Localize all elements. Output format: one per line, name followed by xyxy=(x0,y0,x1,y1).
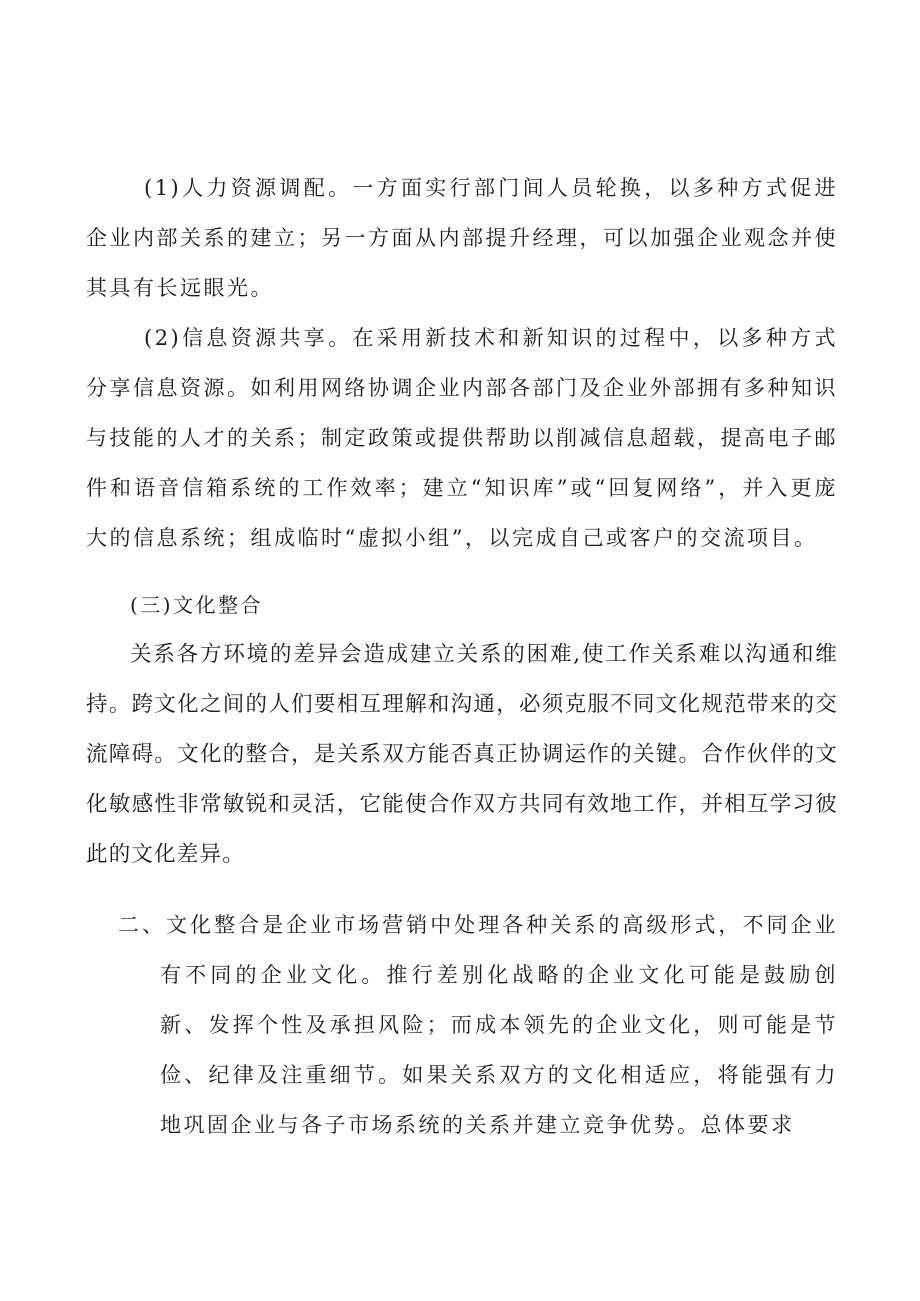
paragraph-information-sharing: (2)信息资源共享。在采用新技术和新知识的过程中，以多种方式分享信息资源。如利用网络协调企业内部各部门及企业外部拥有多种知识与技能的人才的关系；制定政策或提供帮助以削减信息超载，提高电子邮件和语音信箱系统的工作效率；建立“知识库”或“回复网络”，并入更庞大的信息系统；组成临时“虚拟小组”，以完成自己或客户的交流项目。 xyxy=(86,326,838,550)
paragraph-human-resources: (1)人力资源调配。一方面实行部门间人员轮换，以多种方式促进企业内部关系的建立；另一方面从内部提升经理，可以加强企业观念并使其具有长远眼光。 xyxy=(86,176,838,300)
section-heading-culture-integration: (三)文化整合 xyxy=(130,593,264,617)
paragraph-culture-differences: 关系各方环境的差异会造成建立关系的困难,使工作关系难以沟通和维持。跨文化之间的人们要相互理解和沟通，必须克服不同文化规范带来的交流障碍。文化的整合，是关系双方能否真正协调运作的关键。合作伙伴的文化敏感性非常敏锐和灵活，它能使合作双方共同有效地工作，并相互学习彼此的文化差异。 xyxy=(86,642,838,867)
paragraph-culture-integration-form: 二、文化整合是企业市场营销中处理各种关系的高级形式，不同企业有不同的企业文化。推行差别化战略的企业文化可能是鼓励创新、发挥个性及承担风险；而成本领先的企业文化，则可能是节俭、纪律及注重细节。如果关系双方的文化相适应，将能强有力地巩固企业与各子市场系统的关系并建立竞争优势。总体要求 xyxy=(118,913,838,1137)
